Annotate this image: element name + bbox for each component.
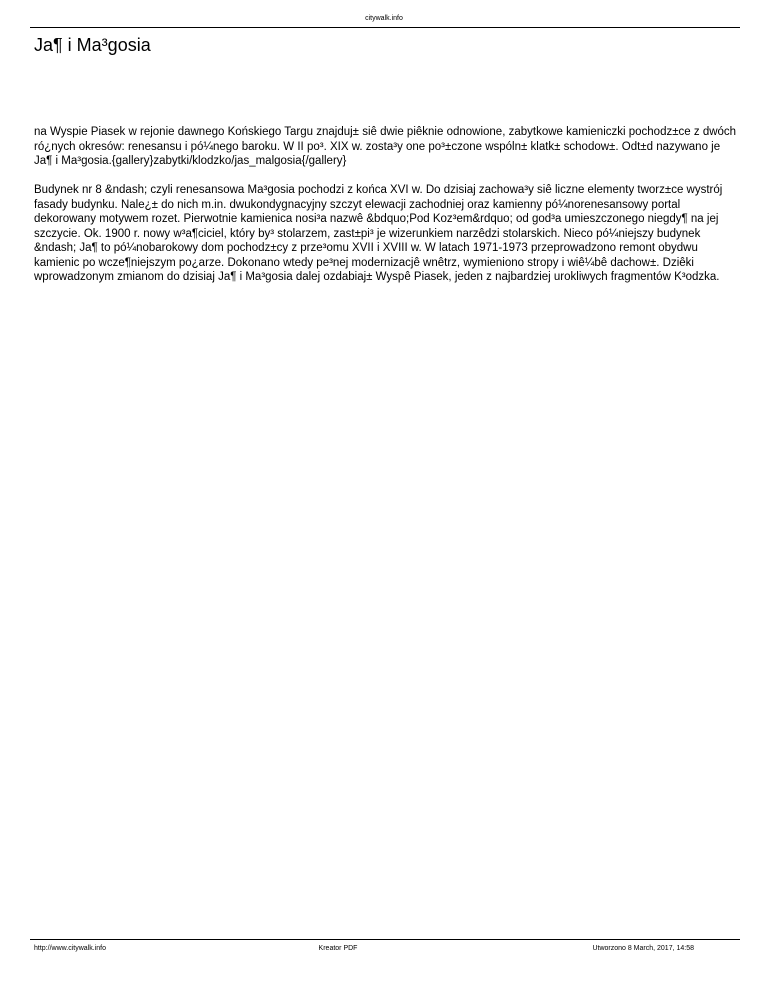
footer-created-date: Utworzono 8 March, 2017, 14:58: [592, 945, 694, 952]
footer-divider: [30, 939, 740, 940]
page-title: Ja¶ i Ma³gosia: [34, 35, 151, 55]
article-paragraph-2: Budynek nr 8 &ndash; czyli renesansowa Ma³gosia pochodzi z końca XVI w. Do dzisiaj zachowa³y siê liczne elementy tworz±ce wystrój fasady budynku. Nale¿± do nich m.in. dwukondygnacyjny szczyt elewacji zachodniej oraz kamienny pó¼norenesansowy portal dekorowany motywem rozet. Pierwotnie kamienica nosi³a nazwê &bdquo;Pod Koz³em&rdquo; od god³a umieszczonego niegdy¶ na jej szczycie. Ok. 1900 r. nowy w³a¶ciciel, który by³ stolarzem, zast±pi³ je wizerunkiem narzêdzi stolarskich. Nieco pó¼niejszy budynek &ndash; Ja¶ to pó¼nobarokowy dom pochodz±cy z prze³omu XVII i XVIII w. W latach 1971-1973 przeprowadzono remont obydwu kamienic po wcze¶niejszym po¿arze. Dokonano wtedy pe³nej modernizacjê wnêtrz, wymieniono stropy i wiê¼bê dachow±. Dziêki wprowadzonym zmianom do dzisiaj Ja¶ i Ma³gosia dalej ozdabiaj± Wyspê Piasek, jeden z najbardziej urokliwych fragmentów K³odzka.: [34, 184, 723, 283]
footer-url: http://www.citywalk.info: [34, 945, 106, 952]
header-divider: [30, 27, 740, 28]
article-paragraph-1: na Wyspie Piasek w rejonie dawnego Końskiego Targu znajduj± siê dwie piêknie odnowione, zabytkowe kamieniczki pochodz±ce z dwóch ró¿nych okresów: renesansu i pó¼nego baroku. W II po³. XIX w. zosta³y one po³±czone wspóln± klatk± schodow±. Odt±d nazywano je Ja¶ i Ma³gosia.{gallery}zabytki/klodzko/jas_malgosia{/gallery}: [34, 126, 737, 167]
footer-generator: Kreator PDF: [318, 945, 358, 952]
site-header: citywalk.info: [365, 15, 403, 22]
